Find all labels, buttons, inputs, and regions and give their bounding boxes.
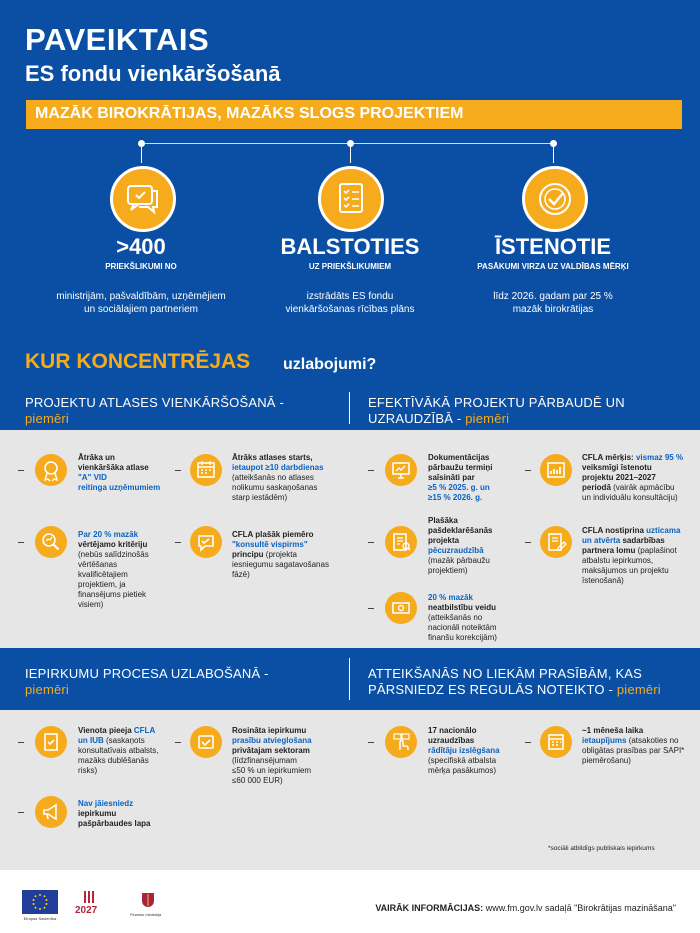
- page-subtitle: ES fondu vienkāršošanā: [25, 61, 281, 86]
- stat-value: >400: [116, 234, 166, 259]
- footnote: *sociāli atbildīgs publiskais iepirkums: [548, 845, 655, 852]
- section-title: EFEKTĪVĀKĀ PROJEKTU PĀRBAUDĒ UN UZRAUDZĪBĀ - piemēri: [368, 395, 625, 426]
- example-text: CFLA nostiprina uzticama un atvērta sadarbības partnera lomu (paplašinot atbalstu iepirkumos, maksājumos un projektu īstenošanā): [582, 526, 681, 585]
- stat-desc: ministrijām, pašvaldībām, uzņēmējiem: [56, 291, 226, 302]
- example-text: Plašāka pašdeklarēšanās projekta pēcuzraudzībā (mazāk pārbaužu projektiem): [428, 516, 493, 575]
- connector: [553, 147, 554, 163]
- dash: [175, 470, 181, 471]
- stat-desc: un sociālajiem partneriem: [84, 304, 198, 315]
- document-pen-icon: [540, 526, 572, 558]
- footer-info: VAIRĀK INFORMĀCIJAS: www.fm.gov.lv sadaļā "Birokrātijas mazināšana": [375, 903, 676, 913]
- example-text: 20 % mazāk neatbilstību veidu (atteikšanās no nacionāli noteiktām finanšu korekcijām): [428, 593, 497, 642]
- section-title: PROJEKTU ATLASES VIENKĀRŠOŠANĀ - piemēri: [25, 395, 285, 426]
- page-title: PAVEIKTAIS: [25, 22, 210, 57]
- section-title: ATTEIKŠANĀS NO LIEKĀM PRASĪBĀM, KAS PĀRSNIEDZ ES REGULĀS NOTEIKTO - piemēri: [368, 666, 661, 697]
- dash: [368, 608, 374, 609]
- dash: [175, 542, 181, 543]
- hand-click-icon: [385, 726, 417, 758]
- divider: [349, 658, 350, 700]
- dash: [368, 742, 374, 743]
- example-text: Nav jāiesniedz iepirkumu pašpārbaudes lapa: [78, 799, 151, 828]
- dash: [368, 470, 374, 471]
- stat-desc: mazāk birokrātijas: [512, 304, 594, 315]
- dash: [525, 542, 531, 543]
- dash: [525, 470, 531, 471]
- chat-icon: [110, 166, 176, 232]
- dash: [175, 742, 181, 743]
- dash: [368, 542, 374, 543]
- dash: [18, 542, 24, 543]
- example-text: CFLA mērķis: vismaz 95 % veiksmīgi īstenotu projektu 2021–2027 periodā (vairāk apmācību un individuālu konsultāciju): [582, 453, 684, 502]
- stat-desc: izstrādāts ES fondu: [306, 291, 394, 302]
- connector: [350, 147, 351, 163]
- nap-year: 2027: [75, 905, 98, 916]
- stat-caption: PASĀKUMI VIRZA UZ VALDĪBAS MĒRĶI: [477, 262, 629, 271]
- section-heading: KUR KONCENTRĒJAS: [25, 350, 251, 373]
- connector: [141, 147, 142, 163]
- bar-chart-icon: [540, 454, 572, 486]
- logo-caption: Eiropas Savienība: [23, 916, 57, 921]
- logo-caption: Finanšu ministrija: [130, 912, 162, 917]
- stat-desc: līdz 2026. gadam par 25 %: [493, 291, 613, 302]
- stat-caption: UZ PRIEKŠLIKUMIEM: [308, 262, 392, 271]
- timeline-dot: [138, 140, 145, 147]
- example-text: Dokumentācijas pārbaužu termiņi saīsināti par ≥5 % 2025. g. un ≥15 % 2026. g.: [428, 453, 493, 502]
- megaphone-icon: [35, 796, 67, 828]
- example-text: CFLA plašāk piemēro "konsultē vispirms" principu (projekta iesniegumu sagatavošanas fāzē): [232, 530, 329, 579]
- dash: [525, 742, 531, 743]
- award-icon: [35, 454, 67, 486]
- calculator-calendar-icon: [540, 726, 572, 758]
- timeline-dot: [550, 140, 557, 147]
- example-text: ~1 mēneša laika ietaupījums (atsakoties no obligātas prasības par SAPI* piemērošanu): [582, 726, 685, 765]
- checklist-magnifier-icon: [385, 526, 417, 558]
- example-text: Ātrāka un vienkāršāka atlase "A" VID reitinga uzņēmumiem: [78, 453, 161, 492]
- timeline-dot: [347, 140, 354, 147]
- example-text: Ātrāks atlases starts, ietaupot ≥10 darbdienas (atteikšanās no atlases nolikumu saskaņošanas starp iestādēm): [232, 453, 324, 502]
- example-text: Vienota pieeja CFLA un IUB (saskaņots konsultatīvais atbalsts, mazāks dublēšanās risks): [78, 726, 159, 775]
- stat-desc: vienkāršošanas rīcības plāns: [285, 304, 415, 315]
- section-title: IEPIRKUMU PROCESA UZLABOŠANĀ - piemēri: [25, 666, 269, 697]
- calendar-icon: [190, 454, 222, 486]
- document-checklist-icon: [318, 166, 384, 232]
- chat-check-icon: [190, 526, 222, 558]
- magnifier-chart-icon: [35, 526, 67, 558]
- banner-text: MAZĀK BIROKRĀTIJAS, MAZĀKS SLOGS PROJEKTIEM: [35, 105, 464, 122]
- stat-caption: PRIEKŠLIKUMI NO: [105, 262, 177, 271]
- section-heading-sub: uzlabojumi?: [283, 356, 377, 373]
- shield-check-icon: [190, 726, 222, 758]
- example-text: 17 nacionālo uzraudzības rādītāju izslēgšana (specifiskā atbalsta mērķa pasākumos): [428, 726, 500, 775]
- nap-logo: [82, 890, 96, 904]
- example-text: Rosināta iepirkumu prasību atvieglošana privātajam sektoram (līdzfinansējumam ≤50 % un iepirkumiem ≤60 000 EUR): [232, 726, 312, 785]
- dash: [18, 812, 24, 813]
- coat-of-arms-logo: [138, 890, 158, 910]
- eu-flag-logo: [22, 890, 58, 914]
- monitor-chart-icon: [385, 454, 417, 486]
- dash: [18, 470, 24, 471]
- stat-value: ĪSTENOTIE: [494, 234, 612, 259]
- example-text: Par 20 % mazāk vērtējamo kritēriju (nebūs salīdzinošās vērtēšanas kvalificētajiem projektiem, ja finansējums pietiek visiem): [78, 530, 149, 609]
- money-icon: [385, 592, 417, 624]
- check-badge-icon: [522, 166, 588, 232]
- dash: [18, 742, 24, 743]
- divider: [349, 392, 350, 424]
- stat-value: BALSTOTIES: [280, 234, 420, 259]
- document-check-icon: [35, 726, 67, 758]
